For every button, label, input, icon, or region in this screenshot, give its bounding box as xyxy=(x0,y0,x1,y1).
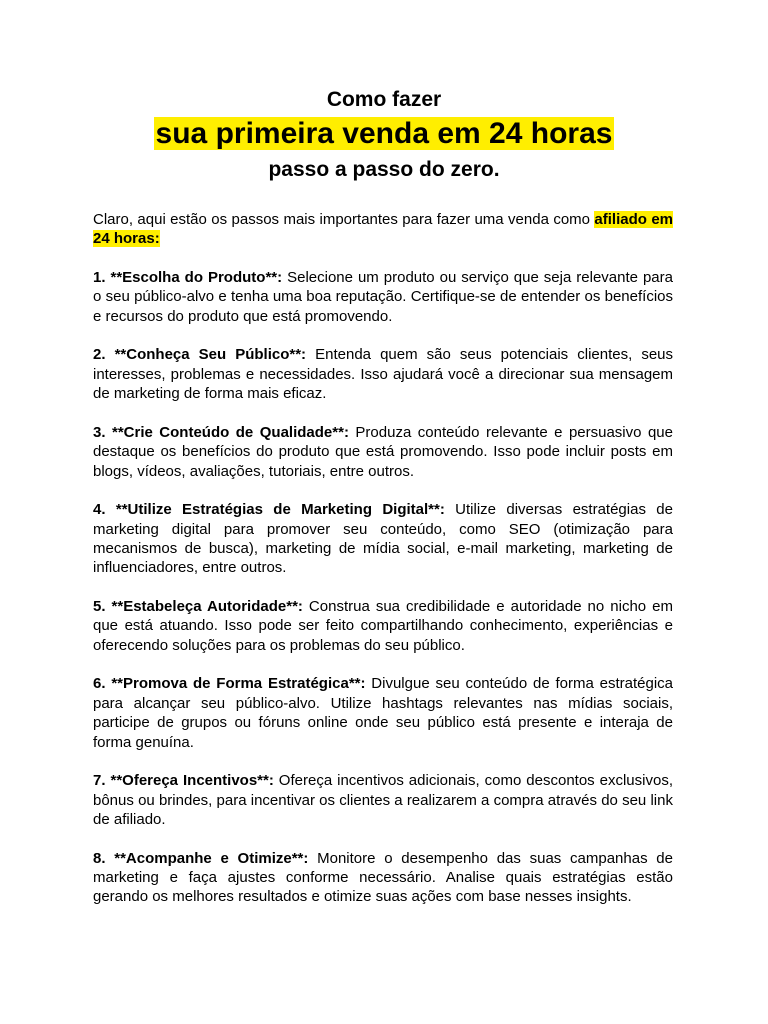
intro-text: Claro, aqui estão os passos mais importantes para fazer uma venda como xyxy=(93,211,595,228)
step-3-heading: 3. **Crie Conteúdo de Qualidade**: xyxy=(93,423,349,441)
step-6 xyxy=(93,674,673,752)
step-8 xyxy=(93,849,673,907)
subtitle: passo a passo do zero. xyxy=(268,158,500,181)
step-8-text: Monitore o desempenho das suas campanhas de marketing e faça ajustes conforme necessário. Analise quais estratégias estão gerando os melhores resultados e otimize suas ações com base nesses insights. xyxy=(93,849,673,906)
intro-highlight: afiliado em 24 horas: xyxy=(93,211,673,248)
step-5-heading: 5. **Estabeleça Autoridade**: xyxy=(93,598,303,616)
main-title-highlight: sua primeira venda em 24 horas xyxy=(155,117,613,150)
step-7 xyxy=(93,771,673,829)
step-5 xyxy=(93,597,673,655)
step-8-heading: 8. **Acompanhe e Otimize**: xyxy=(93,849,309,867)
step-6-text: Divulgue seu conteúdo de forma estratégica para alcançar seu público-alvo. Utilize hashtags relevantes nas mídias sociais, participe de grupos ou fóruns online onde seu público está presente e interaja de forma genuína. xyxy=(93,675,674,751)
step-1-text: Selecione um produto ou serviço que seja relevante para o seu público-alvo e tenha uma boa reputação. Certifique-se de entender os benefícios e recursos do produto que está promovendo. xyxy=(93,269,673,325)
step-2 xyxy=(93,345,673,403)
step-3-text: Produza conteúdo relevante e persuasivo que destaque os benefícios do produto que está promovendo. Isso pode incluir posts em blogs, vídeos, avaliações, tutoriais, entre outros. xyxy=(93,423,673,480)
intro-paragraph xyxy=(93,210,673,249)
step-4 xyxy=(93,500,673,578)
step-5-text: Construa sua credibilidade e autoridade no nicho em que está atuando. Isso pode ser feito compartilhando conhecimento, experiências e oferecendo soluções para os problemas do seu público. xyxy=(93,598,673,654)
step-3 xyxy=(93,423,673,481)
step-1 xyxy=(93,268,673,326)
title-intro: Como fazer xyxy=(326,88,442,111)
step-4-text: Utilize diversas estratégias de marketing digital para promover seu conteúdo, como SEO (otimização para mecanismos de busca), marketing de mídia social, e-mail marketing, marketing de influenciadores, entre outros. xyxy=(93,501,673,577)
step-7-text: Ofereça incentivos adicionais, como descontos exclusivos, bônus ou brindes, para incentivar os clientes a realizarem a compra através do seu link de afiliado. xyxy=(93,772,673,829)
document-body xyxy=(93,210,673,926)
step-2-heading: 2. **Conheça Seu Público**: xyxy=(93,346,307,364)
main-title xyxy=(0,116,768,152)
step-6-heading: 6. **Promova de Forma Estratégica**: xyxy=(93,675,366,693)
step-2-text: Entenda quem são seus potenciais clientes, seus interesses, problemas e necessidades. Isso ajudará você a direcionar sua mensagem de marketing de forma mais eficaz. xyxy=(93,346,673,403)
step-1-heading: 1. **Escolha do Produto**: xyxy=(93,269,283,286)
step-4-heading: 4. **Utilize Estratégias de Marketing Digital**: xyxy=(93,501,445,519)
step-7-heading: 7. **Ofereça Incentivos**: xyxy=(93,772,274,790)
